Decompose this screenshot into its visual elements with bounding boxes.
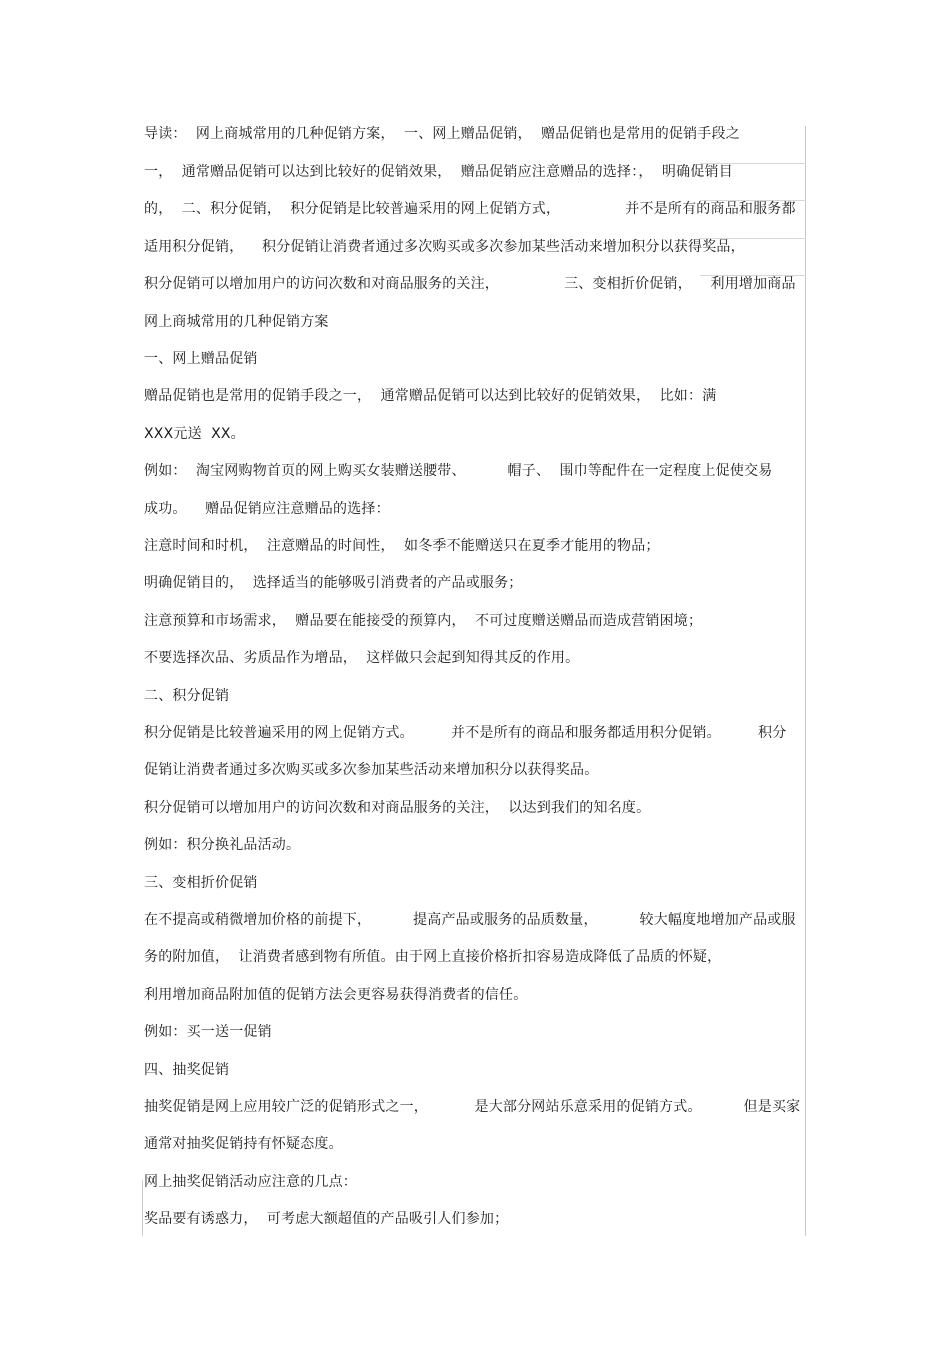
right-border — [805, 126, 806, 1236]
intro-line: 导读： 网上商城常用的几种促销方案， 一、网上赠品促销， 赠品促销也是常用的促销手段之 — [144, 126, 740, 142]
section-heading: 一、网上赠品促销 — [144, 351, 258, 367]
body-line: 注意预算和市场需求， 赠品要在能接受的预算内， 不可过度赠送赠品而造成营销困境； — [144, 613, 703, 629]
intro-line: 一， 通常赠品促销可以达到比较好的促销效果， 赠品促销应注意赠品的选择：， 明确促销目 — [144, 164, 733, 180]
intro-line: 积分促销可以增加用户的访问次数和对商品服务的关注， 三、变相折价促销， 利用增加商品 — [144, 276, 796, 292]
body-line: 明确促销目的， 选择适当的能够吸引消费者的产品或服务； — [144, 575, 523, 591]
intro-line: 适用积分促销， 积分促销让消费者通过多次购买或多次参加某些活动来增加积分以获得奖品， — [144, 239, 745, 255]
intro-line: 的， 二、积分促销， 积分促销是比较普遍采用的网上促销方式， 并不是所有的商品和服务都 — [144, 201, 796, 217]
body-line: 例如： 淘宝网购物首页的网上购买女装赠送腰带、 帽子、 围巾等配件在一定程度上促使交易 — [144, 463, 773, 479]
section-heading: 四、抽奖促销 — [144, 1062, 230, 1078]
body-line: 在不提高或稍微增加价格的前提下， 提高产品或服务的品质数量， 较大幅度地增加产品或服 — [144, 912, 796, 928]
body-line: 抽奖促销是网上应用较广泛的促销形式之一， 是大部分网站乐意采用的促销方式。 但是买家 — [144, 1099, 801, 1115]
body-line: 积分促销是比较普遍采用的网上促销方式。 并不是所有的商品和服务都适用积分促销。 积分 — [144, 725, 787, 741]
body-line: 不要选择次品、劣质品作为增品， 这样做只会起到知得其反的作用。 — [144, 650, 580, 666]
body-line: 注意时间和时机， 注意赠品的时间性， 如冬季不能赠送只在夏季才能用的物品； — [144, 538, 660, 554]
body-line: 赠品促销也是常用的促销手段之一， 通常赠品促销可以达到比较好的促销效果， 比如：满 — [144, 388, 717, 404]
body-line: 务的附加值， 让消费者感到物有所值。由于网上直接价格折扣容易造成降低了品质的怀疑， — [144, 949, 722, 965]
section-heading: 二、积分促销 — [144, 688, 230, 704]
body-line: 网上抽奖促销活动应注意的几点： — [144, 1174, 357, 1190]
body-line: 例如：买一送一促销 — [144, 1024, 272, 1040]
body-line: 成功。 赠品促销应注意赠品的选择： — [144, 501, 390, 517]
body-line: 通常对抽奖促销持有怀疑态度。 — [144, 1136, 343, 1152]
body-line: 促销让消费者通过多次购买或多次参加某些活动来增加积分以获得奖品。 — [144, 762, 599, 778]
body-line: 积分促销可以增加用户的访问次数和对商品服务的关注， 以达到我们的知名度。 — [144, 800, 651, 816]
left-border — [142, 1180, 143, 1236]
body-line: 奖品要有诱惑力， 可考虑大额超值的产品吸引人们参加； — [144, 1211, 509, 1227]
doc-title: 网上商城常用的几种促销方案 — [144, 314, 329, 330]
section-heading: 三、变相折价促销 — [144, 875, 258, 891]
body-line: 例如：积分换礼品活动。 — [144, 837, 301, 853]
body-line: 利用增加商品附加值的促销方法会更容易获得消费者的信任。 — [144, 987, 528, 1003]
body-line: XXX元送 XX。 — [144, 426, 245, 442]
